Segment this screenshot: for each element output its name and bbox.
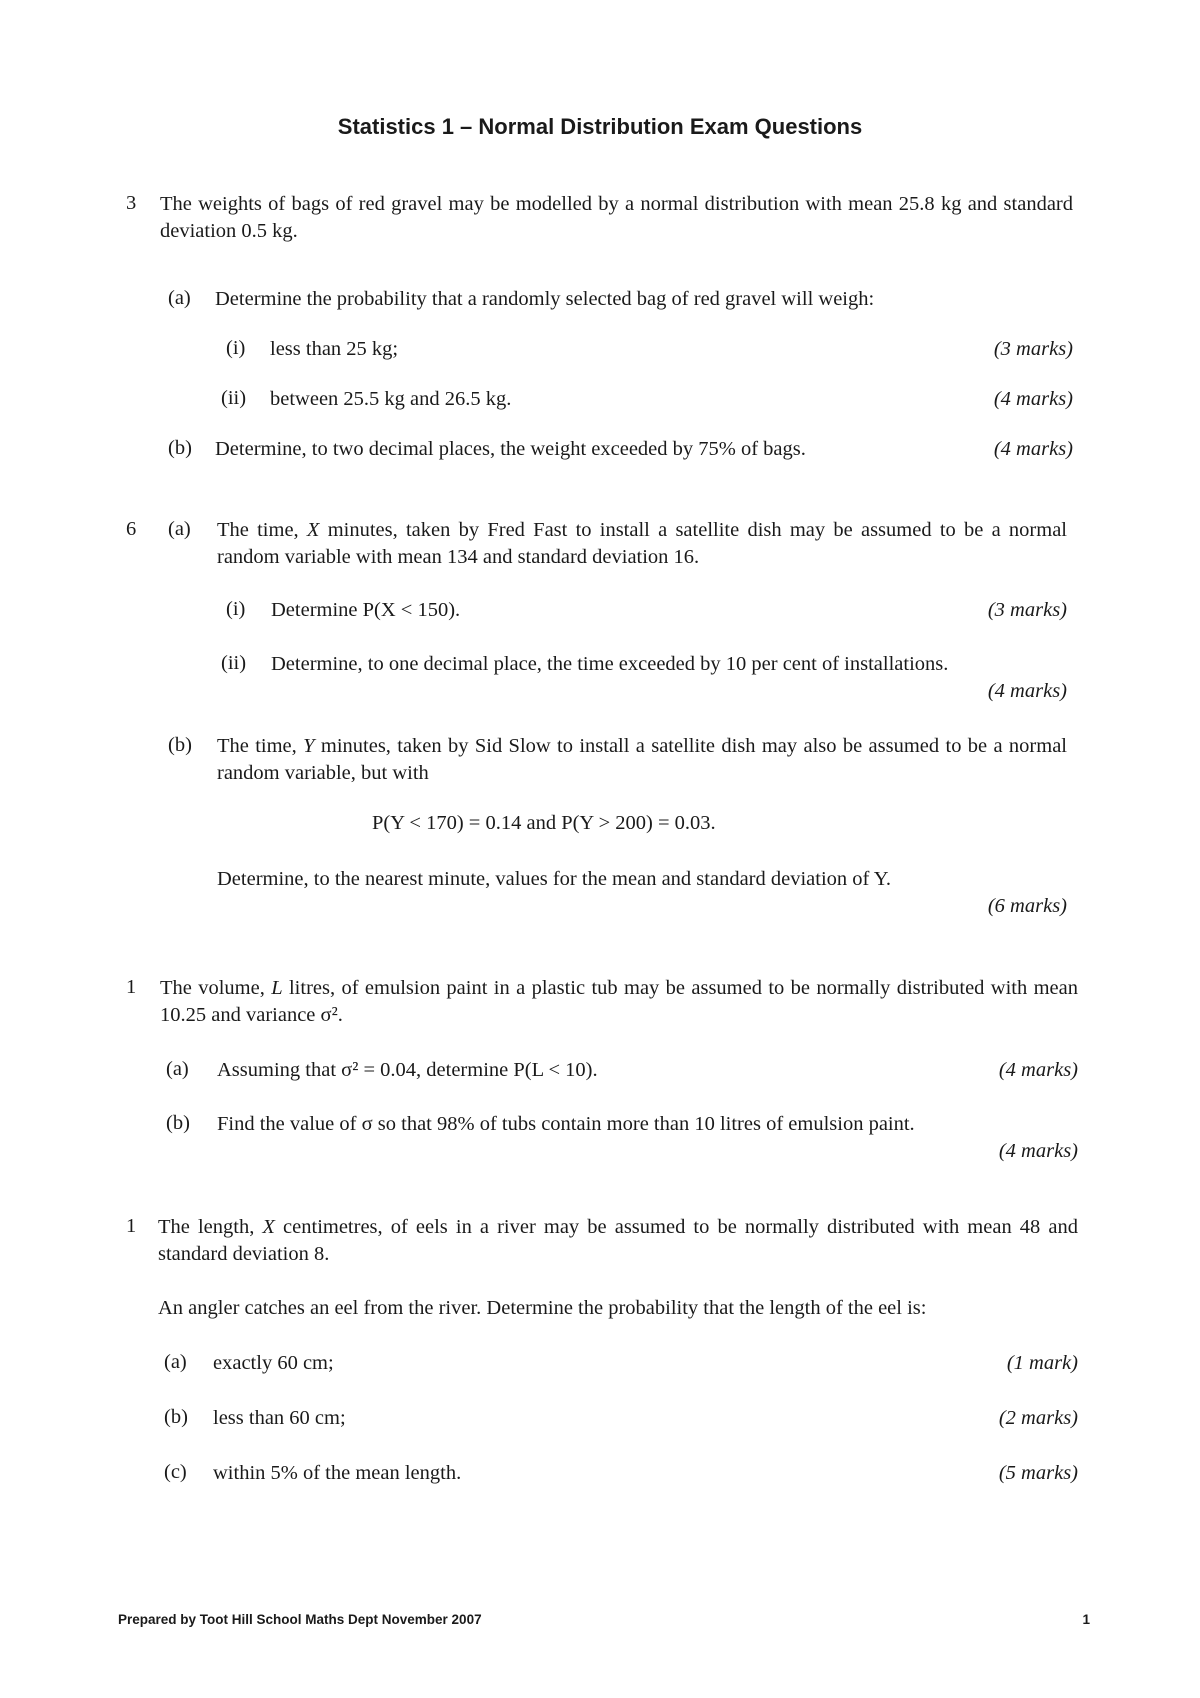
subpart-text: Determine, to one decimal place, the time exceeded by 10 per cent of installations.: [271, 653, 949, 675]
part-label: (b): [168, 734, 192, 756]
part-label: (b): [168, 437, 192, 459]
question-stem: The weights of bags of red gravel may be modelled by a normal distribution with mean 25.8 kg and standard deviation 0.5 kg.: [160, 193, 1073, 242]
part-label: (a): [164, 1351, 187, 1373]
part-label: (a): [166, 1058, 189, 1080]
marks-label: (3 marks): [993, 338, 1073, 360]
question-number: 1: [126, 1215, 137, 1237]
part-text: Find the value of σ so that 98% of tubs contain more than 10 litres of emulsion paint.: [217, 1113, 915, 1135]
part-label: (a): [168, 518, 191, 540]
question-number: 1: [126, 976, 137, 998]
subpart-label: (ii): [221, 652, 247, 674]
part-label: (c): [164, 1461, 187, 1483]
page-title: Statistics 1 – Normal Distribution Exam Questions: [337, 114, 863, 139]
subpart-label: (i): [226, 598, 246, 620]
question-stem: The volume, L litres, of emulsion paint in a plastic tub may be assumed to be normally distributed with mean 10.25 and variance σ².: [160, 977, 1078, 1026]
marks-label: (4 marks): [993, 388, 1073, 410]
page-number: 1: [1082, 1612, 1090, 1627]
marks-label: (4 marks): [987, 680, 1067, 702]
part-label: (a): [168, 287, 191, 309]
part-text: Assuming that σ² = 0.04, determine P(L < 10).: [217, 1059, 598, 1081]
part-text: less than 60 cm;: [213, 1407, 346, 1429]
part-label: (b): [166, 1112, 190, 1134]
part-label: (b): [164, 1406, 188, 1428]
marks-label: (2 marks): [998, 1407, 1078, 1429]
part-text: Determine, to the nearest minute, values for the mean and standard deviation of Y.: [217, 868, 892, 890]
marks-label: (6 marks): [987, 895, 1067, 917]
part-text: Determine, to two decimal places, the weight exceeded by 75% of bags.: [215, 438, 806, 460]
marks-label: (1 mark): [1006, 1352, 1078, 1374]
marks-label: (5 marks): [998, 1462, 1078, 1484]
marks-label: (3 marks): [987, 599, 1067, 621]
marks-label: (4 marks): [998, 1140, 1078, 1162]
part-text: exactly 60 cm;: [213, 1352, 334, 1374]
part-text: The time, Y minutes, taken by Sid Slow to install a satellite dish may also be assumed to be a normal random variable, but with: [217, 735, 1067, 784]
subpart-text: Determine P(X < 150).: [271, 599, 461, 621]
footer-credit: Prepared by Toot Hill School Maths Dept November 2007: [118, 1612, 482, 1627]
marks-label: (4 marks): [998, 1059, 1078, 1081]
probability-equation: P(Y < 170) = 0.14 and P(Y > 200) = 0.03.: [372, 812, 716, 834]
question-stem: The length, X centimetres, of eels in a river may be assumed to be normally distributed with mean 48 and standard deviation 8.: [158, 1216, 1078, 1265]
question-intro: An angler catches an eel from the river. Determine the probability that the length of the eel is:: [158, 1297, 927, 1319]
subpart-label: (ii): [221, 387, 247, 409]
subpart-text: less than 25 kg;: [270, 338, 399, 360]
marks-label: (4 marks): [993, 438, 1073, 460]
question-number: 6: [126, 518, 137, 540]
question-number: 3: [126, 192, 137, 214]
part-text: The time, X minutes, taken by Fred Fast to install a satellite dish may be assumed to be a normal random variable with mean 134 and standard deviation 16.: [217, 519, 1067, 568]
subpart-label: (i): [226, 337, 246, 359]
part-text: Determine the probability that a randomly selected bag of red gravel will weigh:: [215, 288, 875, 310]
page-footer: [118, 1612, 1090, 1627]
subpart-text: between 25.5 kg and 26.5 kg.: [270, 388, 512, 410]
part-text: within 5% of the mean length.: [213, 1462, 462, 1484]
